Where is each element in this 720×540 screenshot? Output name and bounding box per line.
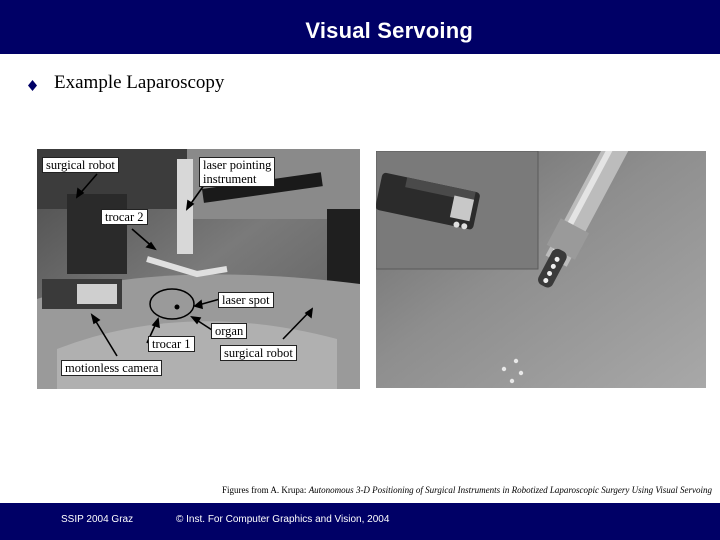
label-laser-pointing-line1: laser pointing [203, 158, 272, 172]
label-trocar-1: trocar 1 [148, 336, 195, 352]
bullet-text: Example Laparoscopy [54, 72, 225, 93]
caption-prefix: Figures from A. Krupa: [221, 485, 309, 495]
diamond-bullet-icon [28, 80, 37, 89]
label-laser-spot: laser spot [218, 292, 274, 308]
label-organ: organ [211, 323, 247, 339]
footer-left: SSIP 2004 Graz [61, 514, 134, 525]
bullet-item [28, 71, 224, 95]
surgical-setup-photo [37, 149, 360, 389]
instrument-closeup-illustration [376, 151, 706, 388]
label-motionless-camera: motionless camera [61, 360, 162, 376]
label-trocar-2: trocar 2 [101, 209, 148, 225]
footer-center: © Inst. For Computer Graphics and Vision, 2004 [176, 514, 390, 525]
label-laser-pointing-instrument [199, 157, 275, 187]
figure-caption [222, 485, 712, 495]
label-surgical-robot-top: surgical robot [42, 157, 119, 173]
instrument-closeup-photo [376, 151, 706, 388]
label-surgical-robot-bottom: surgical robot [220, 345, 297, 361]
label-laser-pointing-line2: instrument [203, 172, 257, 186]
slide-title: Visual Servoing [305, 18, 473, 43]
caption-title: Autonomous 3-D Positioning of Surgical Instruments in Robotized Laparoscopic Surgery Using Visual Servoing [308, 485, 712, 495]
